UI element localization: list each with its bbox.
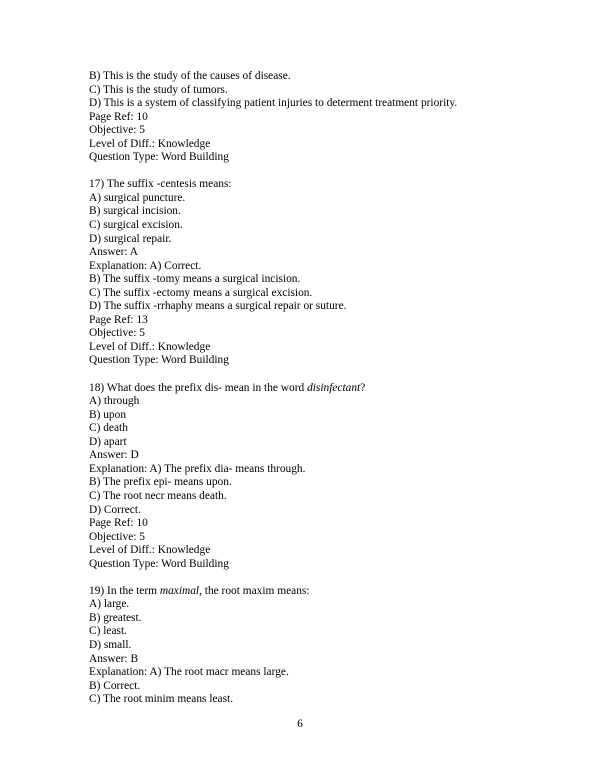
answer-key: Answer: D [89, 449, 139, 462]
answer-option: B) surgical incision. [89, 205, 181, 218]
answer-option: D) small. [89, 638, 132, 651]
explanation-line: D) The suffix -rrhaphy means a surgical repair or suture. [89, 300, 347, 313]
stem-text: ? [360, 381, 366, 394]
explanation-line: Explanation: A) The prefix dia- means through. [89, 462, 306, 475]
objective: Objective: 5 [89, 124, 145, 137]
previous-question-continuation [89, 70, 529, 165]
question-type: Question Type: Word Building [89, 354, 229, 367]
text-line: C) This is the study of tumors. [89, 83, 228, 96]
text-line: D) This is a system of classifying patient injuries to determent treatment priority. [89, 97, 458, 110]
answer-option: D) apart [89, 435, 127, 448]
page-ref: Page Ref: 10 [89, 517, 148, 530]
answer-option: C) death [89, 422, 128, 435]
spacer [89, 165, 529, 179]
explanation-line: B) The suffix -tomy means a surgical incision. [89, 273, 301, 286]
question-type: Question Type: Word Building [89, 557, 229, 570]
explanation-line: Explanation: A) The root macr means large. [89, 666, 289, 679]
stem-text: 18) What does the prefix dis- mean in the word [89, 381, 308, 394]
explanation-line: C) The root minim means least. [89, 693, 234, 706]
text-line: B) This is the study of the causes of disease. [89, 70, 291, 82]
objective: Objective: 5 [89, 327, 145, 340]
answer-option: B) greatest. [89, 611, 142, 624]
answer-option: C) least. [89, 625, 127, 638]
answer-key: Answer: A [89, 246, 139, 259]
italic-term: disinfectant [307, 381, 361, 394]
spacer [89, 368, 529, 382]
page-ref: Page Ref: 10 [89, 110, 148, 123]
question-stem [89, 382, 529, 396]
objective: Objective: 5 [89, 530, 145, 543]
question-18 [89, 382, 529, 572]
answer-option: D) surgical repair. [89, 232, 172, 245]
spacer [89, 571, 529, 585]
stem-text: , the root maxim means: [199, 584, 310, 597]
explanation-line: D) Correct. [89, 503, 141, 516]
level-of-difficulty: Level of Diff.: Knowledge [89, 137, 211, 150]
answer-option: A) surgical puncture. [89, 191, 186, 204]
answer-option: A) large. [89, 598, 130, 611]
explanation-line: C) The root necr means death. [89, 489, 227, 502]
explanation-line: B) The prefix epi- means upon. [89, 476, 232, 489]
question-17 [89, 178, 529, 368]
answer-option: A) through [89, 395, 140, 408]
explanation-line: Explanation: A) Correct. [89, 259, 202, 272]
question-stem [89, 585, 529, 599]
level-of-difficulty: Level of Diff.: Knowledge [89, 544, 211, 557]
answer-option: C) surgical excision. [89, 219, 183, 232]
explanation-line: B) Correct. [89, 679, 141, 692]
explanation-line: C) The suffix -ectomy means a surgical excision. [89, 286, 313, 299]
answer-key: Answer: B [89, 652, 139, 665]
page-number: 6 [297, 718, 303, 730]
question-19 [89, 585, 529, 707]
level-of-difficulty: Level of Diff.: Knowledge [89, 340, 211, 353]
question-type: Question Type: Word Building [89, 151, 229, 164]
answer-option: B) upon [89, 408, 127, 421]
question-stem: 17) The suffix -centesis means: [89, 178, 232, 191]
stem-text: 19) In the term [89, 584, 160, 597]
question-content [89, 70, 529, 707]
page-ref: Page Ref: 13 [89, 313, 148, 326]
italic-term: maximal [159, 584, 200, 597]
